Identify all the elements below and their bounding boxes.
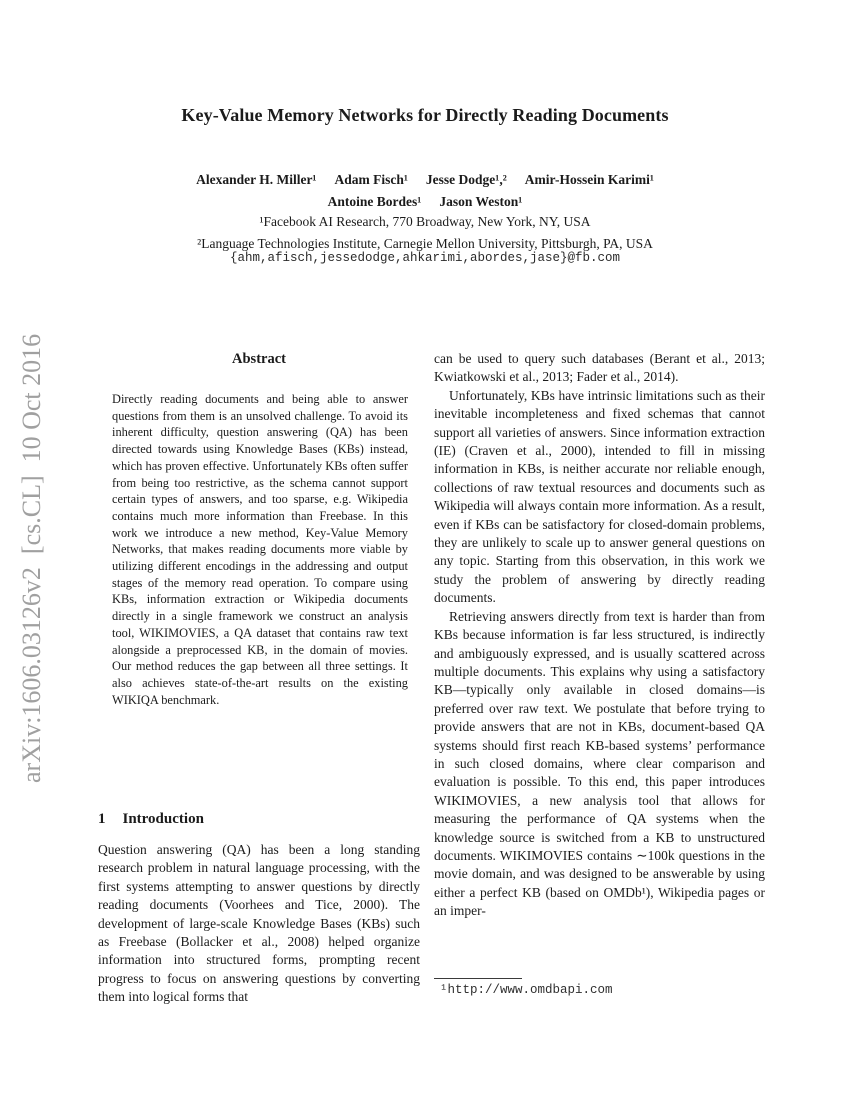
email-line: {ahm,afisch,jessedodge,ahkarimi,abordes,jase}@fb.com bbox=[229, 251, 621, 265]
abstract-text: Directly reading documents and being able to answer questions from them is an unsolved challenge. To avoid its inherent difficulty, question answering (QA) has been directed towards using Knowledge Bases (KBs) instead, which has proven effective. Unfortunately KBs often suffer from being too restrictive, as the schema cannot support certain types of answers, and too sparse, e.g. Wikipedia contains much more information than Freebase. In this work we introduce a new method, Key-Value Memory Networks, that makes reading documents more viable by utilizing different encodings in the addressing and output stages of the memory read operation. To compare using KBs, information extraction or Wikipedia documents directly in a single framework we construct an analysis tool, WIKIMOVIES, a QA dataset that contains raw text alongside a preprocessed KB, in the domain of movies. Our method reduces the gap between all three settings. It also achieves state-of-the-art results on the existing WIKIQA benchmark. bbox=[112, 392, 408, 707]
footnote bbox=[434, 978, 765, 997]
author-name: Adam Fisch¹ bbox=[334, 172, 408, 187]
section-heading-introduction bbox=[98, 811, 420, 828]
affiliation-cmu: ²Language Technologies Institute, Carnegie Mellon University, Pittsburgh, PA, USA bbox=[197, 236, 653, 251]
section-label: Introduction bbox=[122, 811, 204, 827]
right-column bbox=[434, 350, 765, 921]
body-paragraph-kb-limitations: Unfortunately, KBs have intrinsic limitations such as their inevitable incompleteness and fixed schemas that cannot support all varieties of answers. Since information extraction (IE) (Craven et al., 2000), intended to fill in missing information in KBs, is neither accurate nor reliable enough, collections of raw textual resources and documents such as Wikipedia will always contain more information. As a result, even if KBs can be satisfactory for closed-domain problems, they are unlikely to scale up to answer general questions on any topic. Starting from this observation, in this work we study the problem of answering by directly reading documents. bbox=[434, 387, 765, 606]
body-paragraph-retrieving-answers: Retrieving answers directly from text is harder than from KBs because information is far less structured, is indirectly and ambiguously expressed, and is usually scattered across multiple documents. This explains why using a satisfactory KB—typically only available in closed domains—is preferred over raw text. We postulate that before trying to provide answers that are not in KBs, document-based QA systems should first reach KB-based systems’ performance in such closed domains, where clear comparison and evaluation is possible. To this end, this paper introduces WIKIMOVIES, a new analysis tool that allows for measuring the performance of QA systems when the knowledge source is switched from a KB to unstructured documents. WIKIMOVIES contains ∼100k questions in the movie domain, and was designed to be answerable by using either a perfect KB (based on OMDb¹), Wikipedia pages or an imper- bbox=[434, 608, 765, 919]
author-name: Amir-Hossein Karimi¹ bbox=[524, 172, 654, 187]
author-name: Antoine Bordes¹ bbox=[327, 194, 422, 209]
authors-line-2 bbox=[0, 194, 850, 210]
section-number: 1 bbox=[98, 811, 106, 827]
affiliation-facebook: ¹Facebook AI Research, 770 Broadway, New York, NY, USA bbox=[259, 214, 591, 229]
author-name: Alexander H. Miller¹ bbox=[196, 172, 317, 187]
footnote-rule bbox=[434, 978, 522, 979]
authors-line-1 bbox=[0, 172, 850, 188]
author-name: Jesse Dodge¹,² bbox=[425, 172, 507, 187]
abstract-heading: Abstract bbox=[232, 351, 286, 367]
intro-paragraph: Question answering (QA) has been a long standing research problem in natural language processing, with the first systems attempting to answer questions by directly reading documents (Voorhees and Tice, 2000). The development of large-scale Knowledge Bases (KBs) such as Freebase (Bollacker et al., 2008) helped organize information into structured forms, prompting recent progress to focus on answering questions by converting them into logical forms that bbox=[98, 842, 420, 1005]
body-paragraph-continuation: can be used to query such databases (Berant et al., 2013; Kwiatkowski et al., 2013; Fader et al., 2014). bbox=[434, 351, 765, 385]
paper-title: Key-Value Memory Networks for Directly Reading Documents bbox=[181, 105, 669, 125]
arxiv-stamp: arXiv:1606.03126v2 [cs.CL] 10 Oct 2016 bbox=[17, 333, 46, 783]
footnote-url[interactable]: ¹http://www.omdbapi.com bbox=[440, 983, 613, 997]
author-name: Jason Weston¹ bbox=[439, 194, 523, 209]
